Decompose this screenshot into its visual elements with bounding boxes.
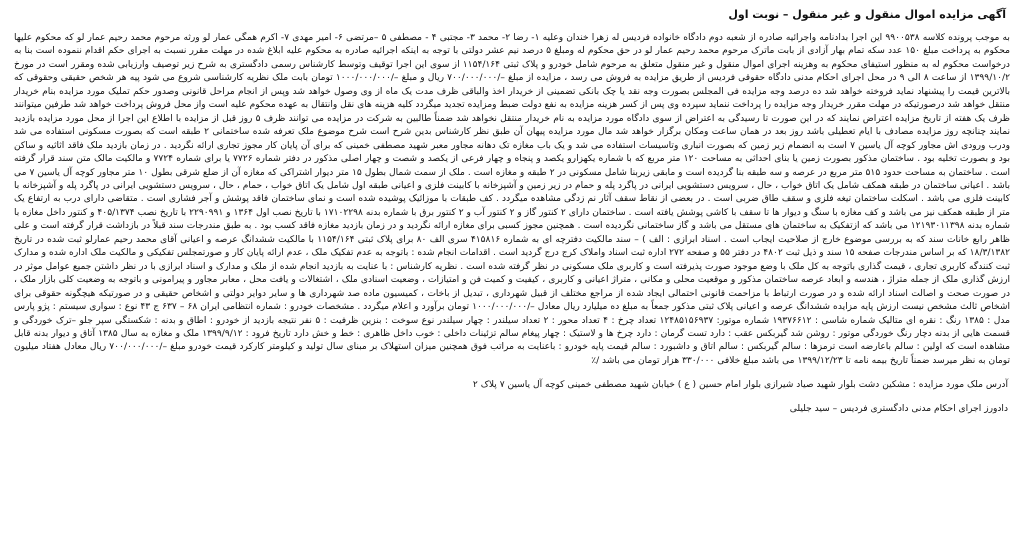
property-address: آدرس ملک مورد مزایده : مشکین دشت بلوار شهید صیاد شیرازی بلوار امام حسین ( ع ) خیابان شهید مصطفی خمینی کوچه آل یاسین ۷ پلاک ۲ [472,380,1008,391]
notice-title: آگهی مزایده اموال منقول و غیر منقول – نوبت اول [728,8,1006,21]
paragraph-gap [14,368,1010,378]
notice-body: به موجب پرونده کلاسه ۹۹۰۰۵۳۸ این اجرا بدادنامه واجرائیه صادره از شعبه دوم دادگاه خانواده فردیس له زهرا خندان وعلیه ۱- رضا ۲- محمد ۳- مجتبی ۴ - مصطفی ۵ –مرتضی ۶- امیر مهدی ۷- اکرم همگی عمار لو ورثه مرحوم محمد رحیم عمار لو که محکوم علیها محکوم به پرداخت مبلغ ۱۵۰ عدد سکه تمام بهار آزادی از بابت ماترک مرحوم محمد رحیم عمار لو در حق محکوم له ومبلغ ۵ درصد نیم عشر دولتی با توجه به اینکه اجرائیه صادره به محکوم علیه ابلاغ شده در مهلت مقرر نسبت به اجرای حکم اقدام ننموده است بنا به درخواست محکوم له به منظور استیفای محکوم به وهزینه اجرای اموال منقول و غیر منقول متعلق به مرحوم شامل خودرو و پلاک ثبتی ۱۱۵۴/۱۶۴ از سوی این اجرا توقیف وتوسط کارشناس رسمی دادگستری به شرح زیر توصیف وارزیابی شده ومقرر است در مورخ ۱۳۹۹/۱۰/۲ از ساعت ۸ الی ۹ در محل اجرای احکام مدنی دادگاه حقوقی فردیس از طریق مزایده به فروش می رسد ، مزایده از مبلغ –/۷۰۰/۰۰۰/۰۰۰ ریال و مبلغ –/۱۰۰۰/۰۰۰/۰۰۰ تومان بابت ملک نظریه کارشناسی شروع می شود پیه هر شخص حقیقی وحقوقی که بالاترین قیمت را پیشنهاد نماید فروخته خواهد شد ده درصد وجه مزایده فی المجلس بصورت وجه نقد یا چک بانکی تضمینی از خریدار اخذ والباقی ظرف مدت یک ماه از وی وصول خواهد شد وپس از انجام مراحل قانونی وصدور حکم تملیک مورد مزایده بنام خریدار منتقل خواهد شد درصورتیکه در مهلت مقرر خریدار وجه مزایده را پرداخت ننماید سپرده وی پس از کسر هزینه مزایده به نفع دولت ضبط ومزایده تجدید میگردد کلیه هزینه های نقل وانتقال به عهده محکوم علیه است واز محل فروش پرداخت خواهد شد طرفین میتوانند ظرف یک هفته از تاریخ مزایده اعتراض نمایند که در این صورت تا رسیدگی به اعتراض از سوی دادگاه مورد مزایده به نام خریدار منتقل نخواهد شد ضمناً طالبین به شرکت در مزایده می توانند ظرف ۵ روز قبل از مزایده با اطلاع این اجرا از محل مورد مزایده بازدید نمایند چنانچه روز مزایده مصادف با ایام تعطیلی باشد روز بعد در همان ساعت ومکان برگزار خواهد شد مال مورد مزایده پیهان آن طبق نظر کارشناس بدین شرح است شرح موضوع ملک تعرفه شده ساختمانی ۲ طبقه است که بصورت مسکونی استفاده می شد ودرب ورودی اش مجاور کوچه آل یاسین ۷ است به انضمام زیر زمین که بصورت انباری وتاسیسات استفاده می شد و یک باب مغازه تک دهانه مجاور معبر شهید مصطفی خمینی که برای آن پایان کار مجوز تجاری ارائه نگردید . در زمان بازدید ملک فاقد اثاثیه و ساکن بود و بصورت تخلیه بود . ساختمان مذکور بصورت زمین یا بنای احداثی به مساحت ۱۲۰ متر مربع که با شماره یکهزارو یکصد و پنجاه و چهار فرعی از یکصد و شصت و چهار اصلی مذکور در دفتر شماره ۷۷۲۶ یا برای شماره ۷۷۲۴ و مالکیت مالک متن سند قرار گرفته است . ساختمان به مساحت حدود ۵۱۵ متر مربع در عرصه و سه طبقه بنا گردیده است و مابقی زیربنا شامل مسکونی در ۲ طبقه و مغازه است . ملک از سمت شمال بطول ۱۵ متر دیوار اشتراکی که مغازه آن از ضلع شرقی بطول ۱۰ متر مجاور کوچه آل یاسین ۷ می باشد . اعیانی ساختمان در طبقه همکف شامل یک اتاق خواب ، حال ، سرویس دستشویی ایرانی در پاگرد پله و حمام در زیر زمین و آشپزخانه با کابینت فلزی و اعیانی طبقه اول شامل یک اتاق خواب ، حمام ، حال ، سرویس دستشویی ایرانی در پاگرد پله و آشپزخانه با کابینت فلزی می باشد . اسکلت ساختمان تیغه فلزی و سقف طاق ضربی است . در بعضی از نقاط سقف آثار نم زدگی مشاهده میگردد . کف طبقات با موزائیک پوشیده شده است و نمای ساختمان فاقد پوشش و آجر فشاری است . متقاضی دارای درب به ارتفاع یک متر از طبقه همکف نیز می باشد و کف مغازه با سنگ و دیوار ها تا سقف با کاشی پوشش یافته است . ساختمان دارای ۲ کنتور گاز و ۲ کنتور آب و ۲ کنتور برق با شماره بدنه ۱۷۱۰۲۲۹۸ با تاریخ نصب اول ۱۳۶۴ و ۲۲۹۰۹۹۱ با تاریخ نصب ۴۰۵/۱۳۷۴ و کنتور داخل مغازه با شماره بدنه ۱۲۱۹۳۰۱۱۳۹۸ می باشد که ازتفکیک به ساختمان های مستقل می باشد و گاز ساختمانی نگردیده است . همچنین مجوز کسبی برای مغازه ارائه نگردید و در زمان بازدید مغازه فاقد کسب بود . به طبق مندرجات سند قبلاً در بازداشت قرار گرفته است و علی ظاهر رابع خانات سند که به بررسی موضوع خارج از صلاحیت ایجاب است . اسناد ابرازی : الف ) – سند مالکیت دفترچه ای به شماره ۴۱۵۸۱۶ سری الف ۸۰ برای پلاک ثبتی ۱۱۵۴/۱۶۴ با مالکیت ششدانگ عرصه و اعیانی آقای محمد رحیم عمارلو ثبت شده در تاریخ ۱۸/۳/۱۳۸۲ که بر اساس مندرجات صفحه ۱۵ سند و ذیل ثبت ۴۸۰۲ در دفتر ۵۵ و صفحه ۲۷۲ اداره ثبت اسناد واملاک کرج درج گردید است . اقدامات انجام شده : باتوجه به عدم تفکیک ملک ، عدم ارائه پایان کار و صورتمجلس تفکیکی و مالکیت ملک اداره شده و مدارک ثبت کنندگه کاربری تجاری ، قیمت گذاری باتوجه به کل ملک با وضع موجود صورت پذیرفته است و کاربری ملک مسکونی در نظر گرفته شده است . نظریه کارشناس : با عنایت به بازدید انجام شده از ملک و مدارک و اسناد ابرازی با در نظر داشتن جمیع عوامل موثر در ارزش گذاری ملک از جمله متراژ ، هندسه و ابعاد عرصه ساختمان مذکور و موقعیت محلی و مکانی ، متراژ اعیانی و کاربری ، کیفیت و کمیت فن و امتیازات ، وضعیت اسنادی ملک ، اشتغالات و یافت محل ، معابر مجاور و پیرامونی و باتوجه به وضعیت کلی بازار ملک ، در صورت صحت و اصالت اسناد ارائه شده و در صورت ارتباط با مزاحمت قانونی احتمالی ایجاد شده از مراجع مختلف از قبیل شهرداری ، تبدیل از باخات ، کمیسیون ماده صد شهرداری ها و سایر دوایر دولتی و اشخاص حقیقی و در صورتیکه هیچگونه حقوقی برای اشخاص ثالث مشخص نیست ارزش پایه مزایده ششدانگ عرصه و اعیانی پلاک ثبتی مذکور جمعاً به مبلغ ده میلیارد ریال معادل –/۱۰۰۰/۰۰۰/۰۰۰ تومان برآورد و اعلام میگردد . مشخصات خودرو : شماره انتظامی ایران ۶۸ – ۶۳۷ ج ۴۳ نوع : سواری سیستم : پژو پارس مدل : ۱۳۸۵ رنگ : نقره ای متالیک شماره شاسی : ۱۹۳۷۶۶۱۲ شماره موتور: ۱۲۴۸۵۱۵۶۹۳۷ تعداد چرخ : ۴ تعداد محور : ۲ تعداد سیلندر : چهار سیلندر نوع سوخت : بنزین ظرفیت : ۵ نفر نتیجه بازدید از خودرو : اطاق و بدنه : شکستگی سپر جلو –ترک خوردگی و قسمت هایی از بدنه دچار رنگ خوردگی موتور : روشن شد گیربکس عقب : دارد تست گرمان : دارد چرخ ها و لاستیک : چهار پیغام سالم تزئینات داخلی : خوب داخل ظاهری : خط و خش دارد تاریخ فرود : ۱۳۹۹/۹/۱۲ ملک و مغازه به سال ۱۳۸۵ آتاق و دیوار بدنه قابل مشاهده است که اولین : سالم باعارضه است ترمزها : سالم گیربکس : سالم اتاق و داشبورد : سالم قیمت پایه خودرو : باعنایت به مراتب فوق همچنین میزان استهلاک بر مبنای سال تولید و کیلومتر کارکرد قیمت خودرو مبلغ –/۷۰۰/۰۰۰/۰۰۰ ریال معادل هفتاد میلیون تومان به نظر میرسد ضمناً تاریخ بیمه نامه تا ۱۳۹۹/۱۲/۲۳ می باشد مبلغ خلافی ۳۳۰/۰۰۰ هزار تومان می باشد /٪ [14,33,1011,366]
officer-signature: دادورز اجرای احکام مدنی دادگستری فردیس – سید جلیلی [789,404,1008,415]
